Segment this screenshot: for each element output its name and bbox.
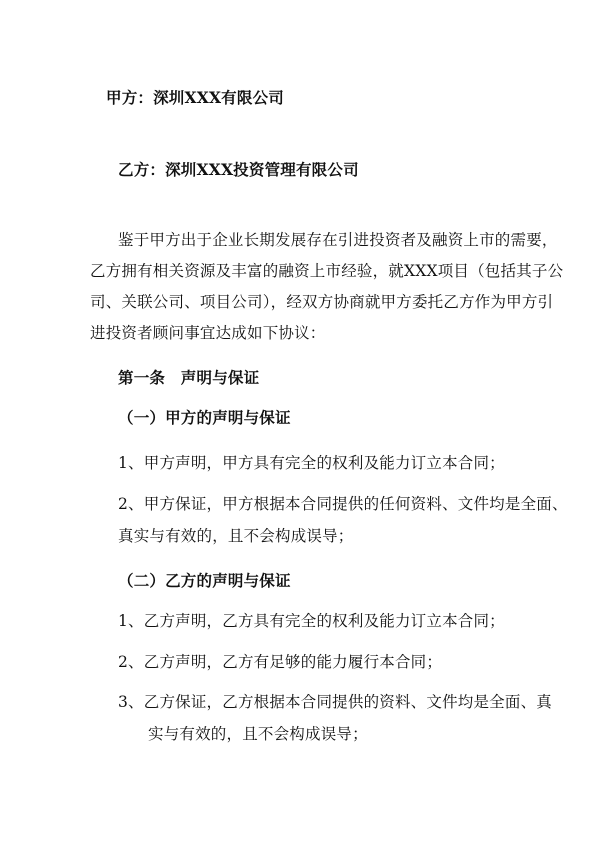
section-a-item-2-line-1: 2、甲方保证，甲方根据本合同提供的任何资料、文件均是全面、 [118, 495, 568, 513]
party-a-line: 甲方：深圳XXX有限公司 [106, 88, 284, 107]
preamble-line-2: 乙方拥有相关资源及丰富的融资上市经验，就XXX项目（包括其子公 [90, 262, 564, 280]
preamble-line-1: 鉴于甲方出于企业长期发展存在引进投资者及融资上市的需要， [118, 231, 558, 249]
article-1-title: 第一条 声明与保证 [118, 368, 260, 387]
section-b-heading: （二）乙方的声明与保证 [118, 571, 291, 590]
section-b-item-1: 1、乙方声明，乙方具有完全的权利及能力订立本合同； [118, 612, 505, 630]
preamble-line-4: 进投资者顾问事宜达成如下协议： [90, 324, 326, 342]
section-b-item-2: 2、乙方声明，乙方有足够的能力履行本合同； [118, 653, 443, 671]
party-b-line: 乙方：深圳XXX投资管理有限公司 [118, 160, 359, 179]
section-a-heading: （一）甲方的声明与保证 [118, 408, 291, 427]
section-b-item-3-line-2: 实与有效的，且不会构成误导； [148, 725, 368, 743]
section-a-item-2-line-2: 真实与有效的，且不会构成误导； [118, 527, 354, 545]
preamble-line-3: 司、关联公司、项目公司），经双方协商就甲方委托乙方作为甲方引 [90, 293, 554, 311]
section-a-item-1: 1、甲方声明，甲方具有完全的权利及能力订立本合同； [118, 454, 505, 472]
section-b-item-3-line-1: 3、乙方保证，乙方根据本合同提供的资料、文件均是全面、真 [118, 693, 552, 711]
